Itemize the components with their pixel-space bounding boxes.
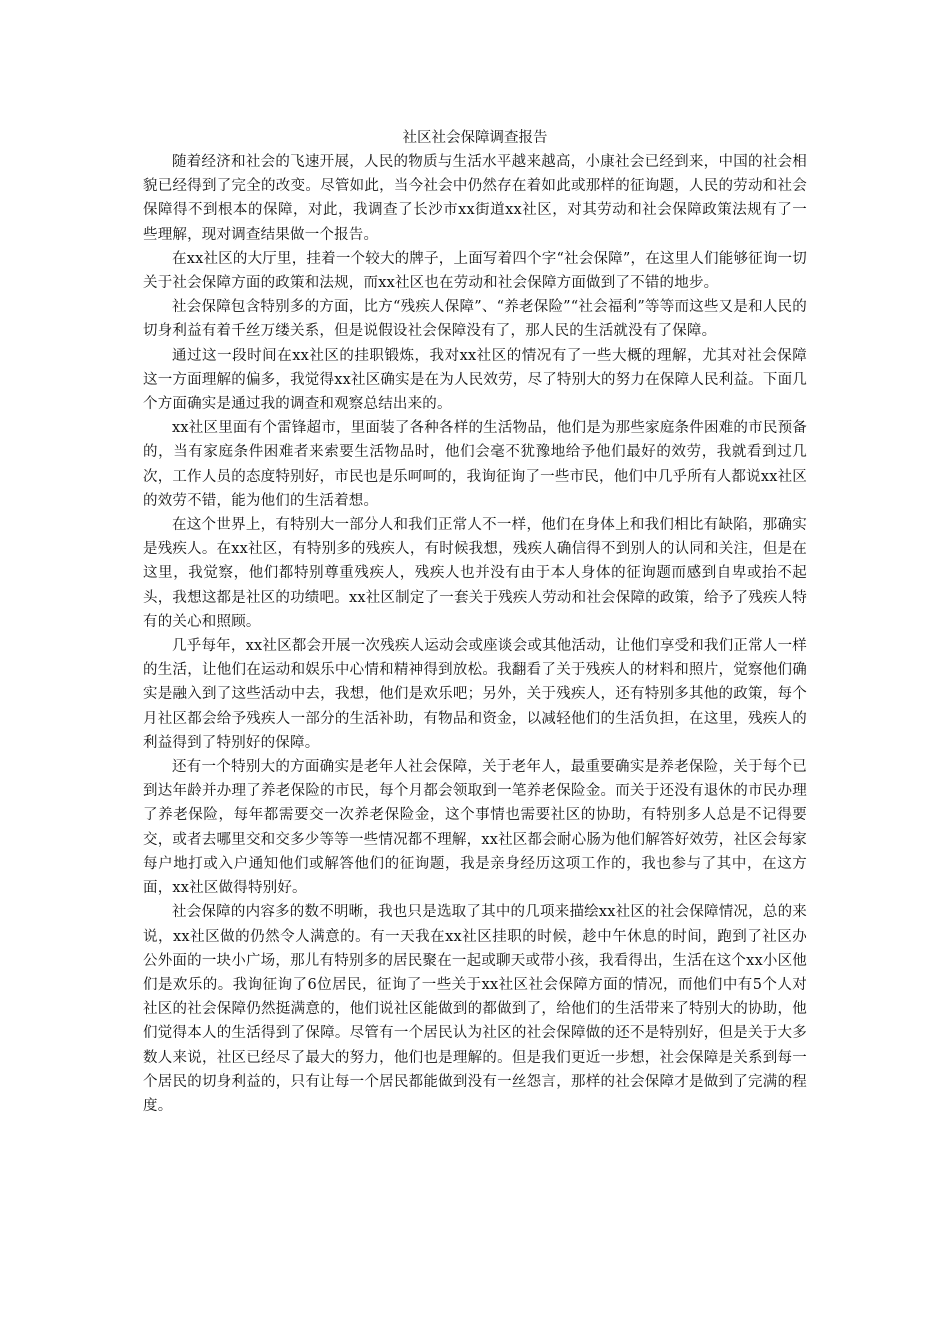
paragraph-6: 在这个世界上，有特别大一部分人和我们正常人不一样，他们在身体上和我们相比有缺陷，那确实是残疾人。在xx社区，有特别多的残疾人，有时候我想，残疾人确信得不到别人的认同和关注，但是在这里，我觉察，他们都特别尊重残疾人，残疾人也并没有由于本人身体的征询题而感到自卑或抬不起头，我想这都是社区的功绩吧。xx社区制定了一套关于残疾人劳动和社会保障的政策，给予了残疾人特有的关心和照顾。 <box>143 517 807 630</box>
paragraph-3: 社会保障包含特别多的方面，比方“残疾人保障”、“养老保险”“社会福利”等等而这些又是和人民的切身利益有着千丝万缕关系，但是说假设社会保障没有了，那人民的生活就没有了保障。 <box>143 299 807 340</box>
paragraph-4: 通过这一段时间在xx社区的挂职锻炼，我对xx社区的情况有了一些大概的理解，尤其对社会保障这一方面理解的偏多，我觉得xx社区确实是在为人民效劳，尽了特别大的努力在保障人民利益。下面几个方面确实是通过我的调查和观察总结出来的。 <box>143 347 807 413</box>
document-page <box>143 126 807 1118</box>
paragraph-1: 随着经济和社会的飞速开展，人民的物质与生活水平越来越高，小康社会已经到来，中国的社会相貌已经得到了完全的改变。尽管如此，当今社会中仍然存在着如此或那样的征询题，人民的劳动和社会保障得不到根本的保障，对此，我调查了长沙市xx街道xx社区，对其劳动和社会保障政策法规有了一些理解，现对调查结果做一个报告。 <box>143 154 807 243</box>
paragraph-7: 几乎每年，xx社区都会开展一次残疾人运动会或座谈会或其他活动，让他们享受和我们正常人一样的生活，让他们在运动和娱乐中心情和精神得到放松。我翻看了关于残疾人的材料和照片，觉察他们确实是融入到了这些活动中去，我想，他们是欢乐吧；另外，关于残疾人，还有特别多其他的政策，每个月社区都会给予残疾人一部分的生活补助，有物品和资金，以减轻他们的生活负担，在这里，残疾人的利益得到了特别好的保障。 <box>143 638 807 751</box>
document-title: 社区社会保障调查报告 <box>402 130 548 146</box>
paragraph-2: 在xx社区的大厅里，挂着一个较大的牌子，上面写着四个字“社会保障”，在这里人们能够征询一切关于社会保障方面的政策和法规，而xx社区也在劳动和社会保障方面做到了不错的地步。 <box>143 250 807 292</box>
paragraph-9: 社会保障的内容多的数不明晰，我也只是选取了其中的几项来描绘xx社区的社会保障情况，总的来说，xx社区做的仍然令人满意的。有一天我在xx社区挂职的时候，趁中午休息的时间，跑到了社区办公外面的一块小广场，那儿有特别多的居民聚在一起或聊天或带小孩，我看得出，生活在这个xx小区他们是欢乐的。我询征询了6位居民，征询了一些关于xx社区社会保障方面的情况，而他们中有5个人对社区的社会保障仍然挺满意的，他们说社区能做到的都做到了，给他们的生活带来了特别大的协助，他们觉得本人的生活得到了保障。尽管有一个居民认为社区的社会保障做的还不是特别好，但是关于大多数人来说，社区已经尽了最大的努力，他们也是理解的。但是我们更近一步想，社会保障是关系到每一个居民的切身利益的，只有让每一个居民都能做到没有一丝怨言，那样的社会保障才是做到了完满的程度。 <box>143 904 807 1114</box>
paragraph-5: xx社区里面有个雷锋超市，里面装了各种各样的生活物品，他们是为那些家庭条件困难的市民预备的，当有家庭条件困难者来索要生活物品时，他们会毫不犹豫地给予他们最好的效劳，我就看到过几次，工作人员的态度特别好，市民也是乐呵呵的，我询征询了一些市民，他们中几乎所有人都说xx社区的效劳不错，能为他们的生活着想。 <box>143 420 807 509</box>
paragraph-8: 还有一个特别大的方面确实是老年人社会保障，关于老年人，最重要确实是养老保险，关于每个已到达年龄并办理了养老保险的市民，每个月都会领取到一笔养老保险金。而关于还没有退休的市民办理了养老保险，每年都需要交一次养老保险金，这个事情也需要社区的协助，有特别多人总是不记得要交，或者去哪里交和交多少等等一些情况都不理解，xx社区都会耐心肠为他们解答好效劳，社区会每家每户地打或入户通知他们或解答他们的征询题，我是亲身经历这项工作的，我也参与了其中，在这方面，xx社区做得特别好。 <box>143 759 807 897</box>
